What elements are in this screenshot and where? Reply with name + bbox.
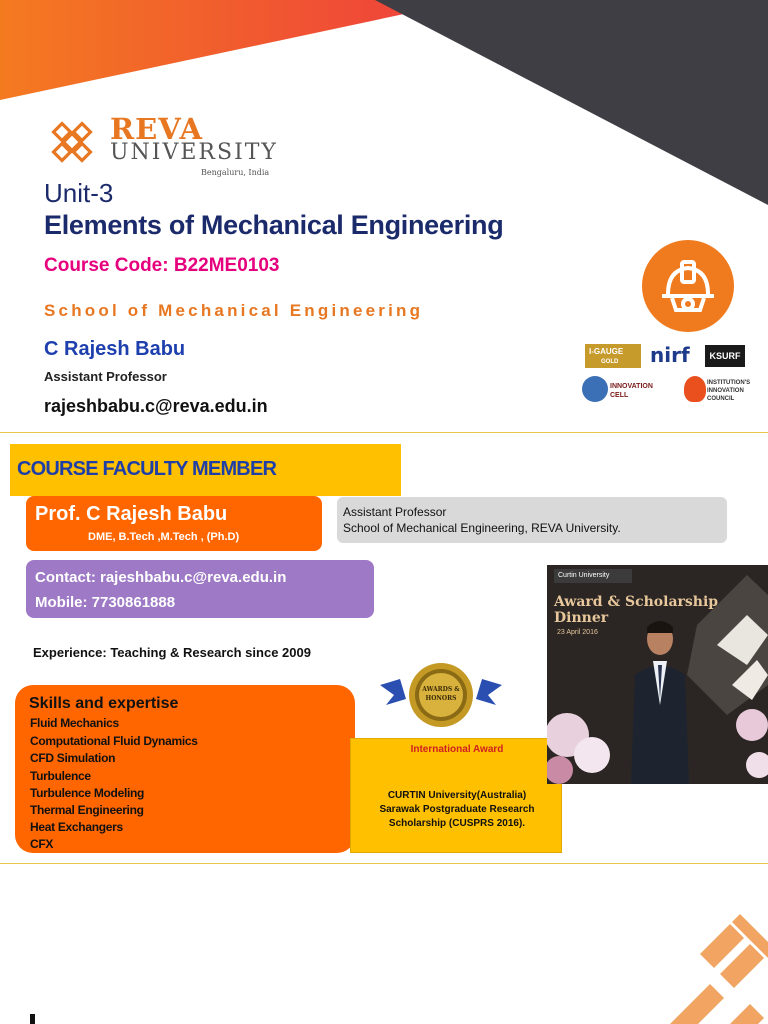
designation-line-2: School of Mechanical Engineering, REVA University. [343, 521, 621, 535]
event-title-line-1: Award & Scholarship [554, 594, 719, 610]
subject-title: Elements of Mechanical Engineering [44, 210, 504, 240]
reva-knot-watermark-icon [660, 914, 768, 1024]
skill-item: Fluid Mechanics [30, 716, 119, 730]
innovation-council-icon [684, 376, 706, 402]
skill-item: CFX [30, 837, 54, 851]
innovation-cell-icon [582, 376, 608, 402]
title-slide [0, 0, 768, 432]
prof-degrees: DME, B.Tech ,M.Tech , (Ph.D) [88, 531, 240, 543]
curtin-university-tag: Curtin University [554, 569, 632, 583]
faculty-designation: Assistant Professor [44, 369, 167, 384]
award-line-1: CURTIN University(Australia) [387, 790, 527, 801]
award-card [350, 738, 562, 853]
award-title: International Award [410, 744, 504, 755]
prof-name-card [26, 496, 322, 551]
faculty-slide [0, 432, 768, 864]
reva-knot-icon [48, 118, 96, 166]
innovation-council-label: INSTITUTION'S INNOVATION COUNCIL [707, 380, 751, 402]
skill-item: Turbulence [30, 769, 91, 783]
prof-name: Prof. C Rajesh Babu [35, 503, 228, 525]
award-photo [547, 565, 768, 784]
logo-university: UNIVERSITY [110, 140, 278, 165]
award-line-3: Scholarship (CUSPRS 2016). [388, 818, 526, 829]
nirf-logo: nirf [650, 343, 690, 367]
skill-item: Computational Fluid Dynamics [30, 734, 198, 748]
award-line-2: Sarawak Postgraduate Research [379, 804, 535, 815]
contact-email: Contact: rajeshbabu.c@reva.edu.in [35, 569, 287, 586]
event-date: 23 April 2016 [557, 629, 598, 636]
designation-line-1: Assistant Professor [343, 505, 447, 519]
next-slide-partial [0, 864, 768, 1024]
skill-item: Thermal Engineering [30, 803, 144, 817]
igauge-logo: I-GAUGE GOLD [585, 344, 641, 368]
innovation-cell-label: INNOVATION CELL [610, 383, 653, 399]
course-code: Course Code: B22ME0103 [44, 255, 280, 276]
faculty-email: rajeshbabu.c@reva.edu.in [44, 396, 268, 416]
logo-location: Bengaluru, India [201, 168, 270, 177]
contact-mobile: Mobile: 7730861888 [35, 594, 176, 611]
skill-item: Heat Exchangers [30, 820, 123, 834]
skills-title: Skills and expertise [29, 695, 179, 712]
text-cursor-mark [30, 1014, 35, 1024]
logo-reva: REVA [110, 112, 203, 146]
skill-item: CFD Simulation [30, 751, 116, 765]
faculty-name: C Rajesh Babu [44, 338, 186, 360]
event-title-line-2: Dinner [554, 610, 609, 626]
contact-card [26, 560, 374, 618]
unit-title: Unit-3 [44, 178, 114, 208]
skills-card [15, 685, 355, 853]
experience-text: Experience: Teaching & Research since 2009 [33, 645, 311, 660]
awards-emblem-text: AWARDS & HONORS [422, 686, 460, 702]
course-faculty-header-text: COURSE FACULTY MEMBER [17, 458, 277, 480]
mechanical-badge-icon [642, 240, 734, 332]
ksurf-logo: KSURF [705, 345, 745, 367]
orange-corner-shape [0, 0, 470, 100]
course-faculty-header [10, 444, 401, 496]
skill-item: Turbulence Modeling [30, 786, 145, 800]
dark-corner-shape [375, 0, 768, 205]
designation-card [337, 497, 727, 543]
school-name: School of Mechanical Engineering [44, 301, 424, 320]
